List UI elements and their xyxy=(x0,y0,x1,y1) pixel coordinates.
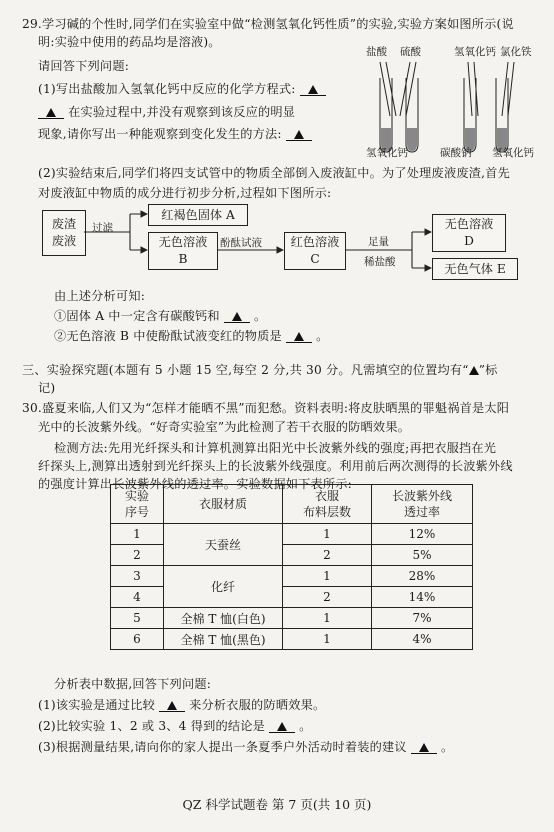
answer-triangle-icon xyxy=(167,701,177,710)
flow-label-dilute-hcl: 稀盐酸 xyxy=(364,256,396,268)
cell-layers: 1 xyxy=(283,524,372,545)
answer-triangle-icon xyxy=(469,366,479,375)
q30-method-line3: 的强度计算出长波紫外线的透过率。实验数据如下表所示: xyxy=(38,477,352,491)
answer-blank[interactable] xyxy=(269,720,295,733)
page-footer: QZ 科学试题卷 第 7 页(共 10 页) xyxy=(182,797,372,812)
section-3-heading-cont: 记) xyxy=(38,381,56,395)
cell-rate: 12% xyxy=(372,524,473,545)
q29-part2-line1: (2)实验结束后,同学们将四支试管中的物质全部倒入废液缸中。为了处理废液废渣,首先 xyxy=(38,166,510,180)
cell-rate: 5% xyxy=(372,545,473,566)
flow-box-b: 无色溶液 B xyxy=(148,232,218,270)
th-no: 实验 序号 xyxy=(111,485,164,524)
q30-method-line1: 检测方法:先用光纤探头和计算机测算出阳光中长波紫外线的强度;再把衣服挡在光 xyxy=(54,441,497,455)
tube-label-h2so4: 硫酸 xyxy=(400,46,421,58)
q30-sub1: (1)该实验是通过比较 来分析衣服的防晒效果。 xyxy=(38,698,326,712)
cell-material: 天蚕丝 xyxy=(164,524,283,566)
answer-triangle-icon xyxy=(419,743,429,752)
cell-no: 1 xyxy=(111,524,164,545)
cell-rate: 4% xyxy=(372,629,473,650)
q29-part1-line2: 在实验过程中,并没有观察到该反应的明显 xyxy=(38,104,295,120)
th-material: 衣服材质 xyxy=(164,485,283,524)
q30-sub3: (3)根据测量结果,请向你的家人提出一条夏季户外活动时着装的建议 。 xyxy=(38,740,454,754)
tube-label-hcl: 盐酸 xyxy=(366,46,387,58)
q30-line2: 光中的长波紫外线。“好奇实验室”为此检测了若干衣服的防晒效果。 xyxy=(38,420,411,434)
q29-analysis: 由上述分析可知: xyxy=(54,289,146,303)
table-row xyxy=(111,629,473,650)
flow-box-a: 红褐色固体 A xyxy=(148,204,248,226)
q30-analyze: 分析表中数据,回答下列问题: xyxy=(54,677,212,691)
answer-triangle-icon xyxy=(277,722,287,731)
table-row xyxy=(111,524,473,545)
cell-rate: 28% xyxy=(372,566,473,587)
cell-rate: 14% xyxy=(372,587,473,608)
flow-box-c: 红色溶液 C xyxy=(284,232,346,270)
tube-label-na2co3: 碳酸钠 xyxy=(440,147,472,159)
cell-layers: 1 xyxy=(283,608,372,629)
table-row xyxy=(111,608,473,629)
cell-layers: 2 xyxy=(283,587,372,608)
q29-part2-line2: 对废液缸中物质的成分进行初步分析,过程如下图所示: xyxy=(38,186,332,200)
q30-sub2: (2)比较实验 1、2 或 3、4 得到的结论是 。 xyxy=(38,719,312,733)
flow-box-d: 无色溶液 D xyxy=(432,214,506,252)
answer-blank[interactable] xyxy=(159,699,185,712)
q29-line1: 29.学习碱的个性时,同学们在实验室中做“检测氢氧化钙性质”的实验,实验方案如图所示(说 xyxy=(22,17,514,31)
cell-no: 4 xyxy=(111,587,164,608)
cell-no: 2 xyxy=(111,545,164,566)
q29-answer-1: ①固体 A 中一定含有碳酸钙和 。 xyxy=(54,309,267,323)
answer-blank[interactable] xyxy=(224,310,250,323)
q29-line2: 明:实验中使用的药品均是溶液)。 xyxy=(38,35,221,49)
table-row xyxy=(111,566,473,587)
cell-no: 5 xyxy=(111,608,164,629)
tube-label-caoh2-2: 氢氧化钙 xyxy=(492,147,534,159)
cell-material: 化纤 xyxy=(164,566,283,608)
answer-triangle-icon xyxy=(232,312,242,321)
answer-blank[interactable] xyxy=(411,741,437,754)
th-layers: 衣服 布料层数 xyxy=(283,485,372,524)
tube-label-caoh2-top: 氢氧化钙 xyxy=(454,46,496,58)
q29-answer-2: ②无色溶液 B 中使酚酞试液变红的物质是 。 xyxy=(54,329,329,343)
flow-label-excess: 足量 xyxy=(368,236,389,248)
flow-box-waste: 废渣 废液 xyxy=(42,210,86,256)
flow-box-e: 无色气体 E xyxy=(432,258,518,280)
q30-method-line2: 纤探头上,测算出透射到光纤探头上的长波紫外线强度。利用前后两次测得的长波紫外线 xyxy=(38,459,513,473)
uv-transmittance-table xyxy=(110,484,473,650)
cell-layers: 2 xyxy=(283,545,372,566)
cell-rate: 7% xyxy=(372,608,473,629)
cell-material: 全棉 T 恤(白色) xyxy=(164,608,283,629)
tube-label-caoh2-1: 氢氧化钙 xyxy=(366,147,408,159)
q29-prompt: 请回答下列问题: xyxy=(38,59,130,73)
cell-no: 3 xyxy=(111,566,164,587)
answer-triangle-icon xyxy=(294,332,304,341)
q29-part1-line1: (1)写出盐酸加入氢氧化钙中反应的化学方程式: xyxy=(38,81,326,97)
flow-label-phenolphthalein: 酚酞试液 xyxy=(220,237,262,249)
cell-material: 全棉 T 恤(黑色) xyxy=(164,629,283,650)
tube-label-fecl3: 氯化铁 xyxy=(500,46,532,58)
answer-blank[interactable] xyxy=(286,330,312,343)
cell-layers: 1 xyxy=(283,629,372,650)
cell-layers: 1 xyxy=(283,566,372,587)
cell-no: 6 xyxy=(111,629,164,650)
flow-arrows xyxy=(0,0,554,300)
th-rate: 长波紫外线 透过率 xyxy=(372,485,473,524)
q29-part1-line3: 现象,请你写出一种能观察到变化发生的方法: xyxy=(38,126,312,142)
section-3-heading: 三、实验探究题(本题有 5 小题 15 空,每空 2 分,共 30 分。凡需填空的位置均有“ ”标 xyxy=(22,363,498,377)
flow-label-filter: 过滤 xyxy=(92,222,113,234)
q30-line1: 30.盛夏来临,人们又为“怎样才能晒不黑”而犯愁。资料表明:将皮肤晒黑的罪魁祸首是太阳 xyxy=(22,401,510,415)
